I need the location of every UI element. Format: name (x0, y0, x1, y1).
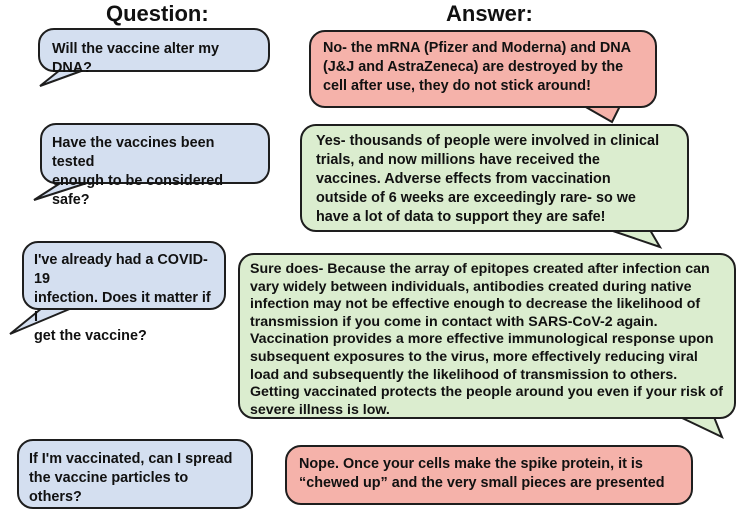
question-2-bubble: Have the vaccines been tested enough to be considered safe? (40, 123, 270, 184)
answer-heading: Answer: (446, 1, 533, 26)
answer-2-tail (610, 230, 660, 247)
answer-3-tail (680, 417, 722, 437)
question-3-bubble: I've already had a COVID-19 infection. Does it matter if I get the vaccine? (22, 241, 226, 310)
answer-4-bubble: Nope. Once your cells make the spike protein, it is “chewed up” and the very small pieces are presented (285, 445, 693, 505)
question-1-bubble: Will the vaccine alter my DNA? (38, 28, 270, 72)
question-heading: Question: (106, 1, 209, 26)
answer-1-bubble: No- the mRNA (Pfizer and Moderna) and DNA (J&J and AstraZeneca) are destroyed by the cell after use, they do not stick around! (309, 30, 657, 108)
answer-2-bubble: Yes- thousands of people were involved in clinical trials, and now millions have received the vaccines. Adverse effects from vaccination outside of 6 weeks are exceedingly rare- so we have a lot of data to support they are safe! (300, 124, 689, 232)
answer-1-tail (584, 106, 620, 122)
answer-3-bubble: Sure does- Because the array of epitopes created after infection can vary widely between individuals, antibodies created during native infection may not be effective enough to decrease the likelihood of transmission if you come in contact with SARS-CoV-2 again. Vaccination provides a more effective immunological response upon subsequent exposures to the virus, more effectively reducing viral load and subsequently the likelihood of transmission to others. Getting vaccinated protects the people around you even if your risk of severe illness is low. (238, 253, 736, 419)
question-4-bubble: If I'm vaccinated, can I spread the vaccine particles to others? (17, 439, 253, 509)
